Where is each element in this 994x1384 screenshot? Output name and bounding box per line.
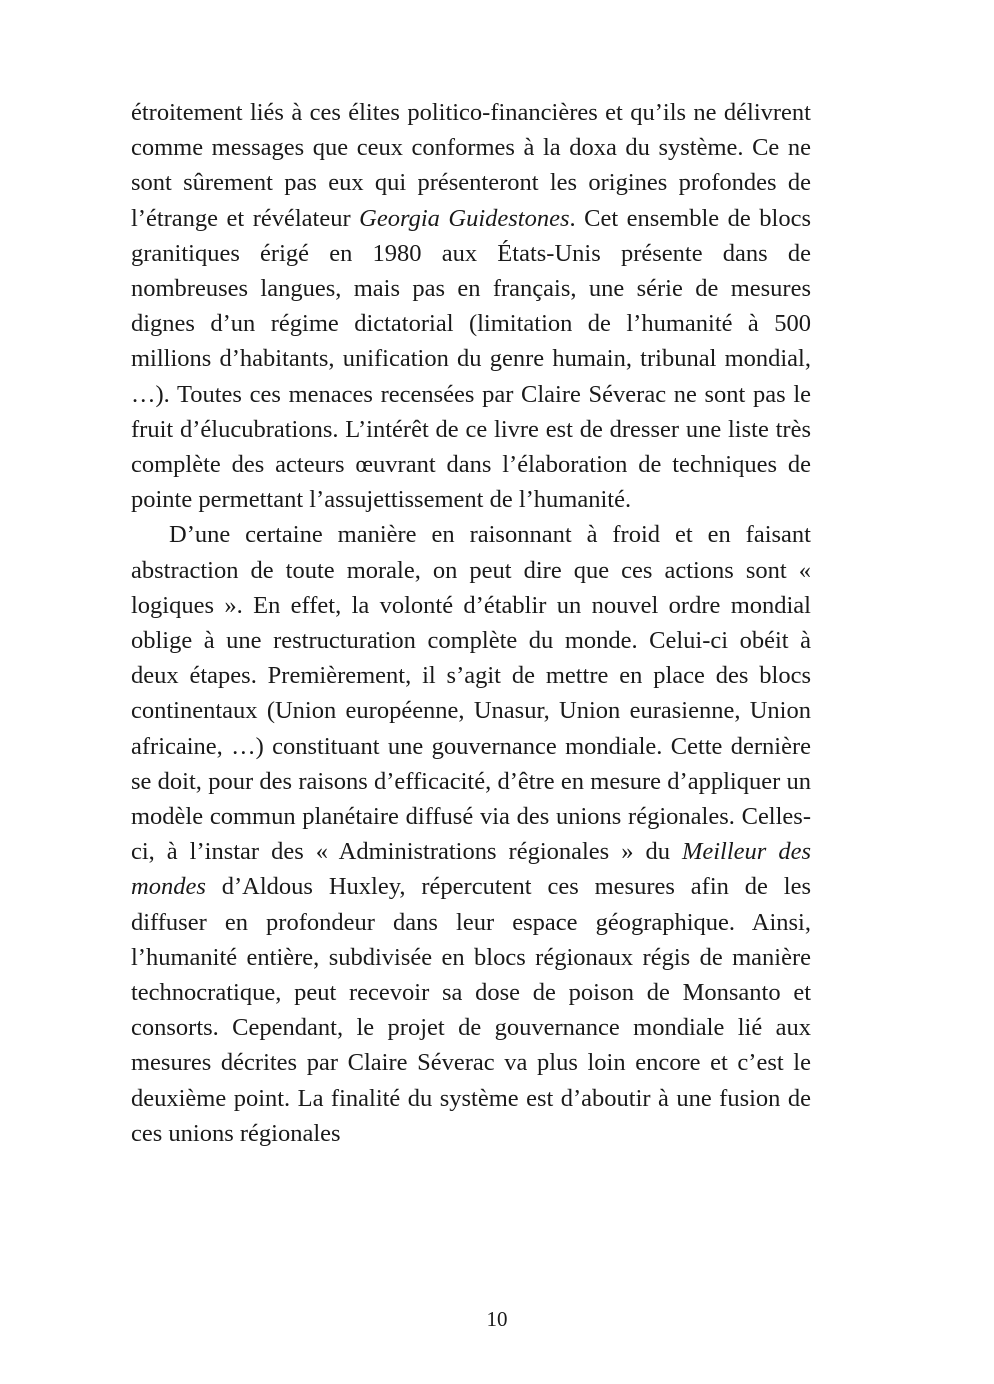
paragraph-text: D’une certaine manière en raisonnant à froid et en faisant abstraction de toute morale, on peut dire que ces actions sont « logiques ». En effet, la volonté d’établir un nouvel ordre mondial oblige à une restructuration complète du monde. Celui-ci obéit à deux étapes. Premièrement, il s’agit de mettre en place des blocs continentaux (Union européenne, Unasur, Union eurasienne, Union africaine, …) constituant une gouvernance mondiale. Cette dernière se doit, pour des raisons d’efficacité, d’être en mesure d’appliquer un modèle commun planétaire diffusé via des unions régionales. Celles-ci, à l’instar des « Administrations régionales » du <box>131 521 811 866</box>
paragraph-text: d’Aldous Huxley, répercutent ces mesures afin de les diffuser en profondeur dans leur espace géographique. Ainsi, l’humanité entière, subdivisée en blocs régionaux régis de manière technocratique, peut recevoir sa dose de poison de Monsanto et consorts. Cependant, le projet de gouvernance mondiale lié aux mesures décrites par Claire Séverac va plus loin encore et c’est le deuxième point. La finalité du système est d’aboutir à une fusion de ces unions régionales <box>131 873 811 1147</box>
paragraph-text: étroitement liés à ces élites politico-financières et qu’ils ne délivrent comme messages que ceux conformes à la doxa du système. Ce ne sont sûrement pas eux qui présenteront les origines profondes de l’étrange et révélateur <box>131 99 811 232</box>
paragraph-text: . Cet ensemble de blocs granitiques érigé en 1980 aux États-Unis présente dans de nombreuses langues, mais pas en français, une série de mesures dignes d’un régime dictatorial (limitation de l’humanité à 500 millions d’habitants, unification du genre humain, tribunal mondial, …). Toutes ces menaces recensées par Claire Séverac ne sont pas le fruit d’élucubrations. L’intérêt de ce livre est de dresser une liste très complète des acteurs œuvrant dans l’élaboration de techniques de pointe permettant l’assujettissement de l’humanité. <box>131 204 811 514</box>
paragraph-continuation <box>131 95 811 517</box>
page-body <box>131 95 811 1151</box>
page-number: 10 <box>486 1307 508 1331</box>
book-title-meilleur-des-mondes: Meilleur des mondes <box>131 838 811 901</box>
paragraph-logic <box>131 517 811 1151</box>
book-title-georgia-guidestones: Georgia Guidestones <box>359 204 570 232</box>
